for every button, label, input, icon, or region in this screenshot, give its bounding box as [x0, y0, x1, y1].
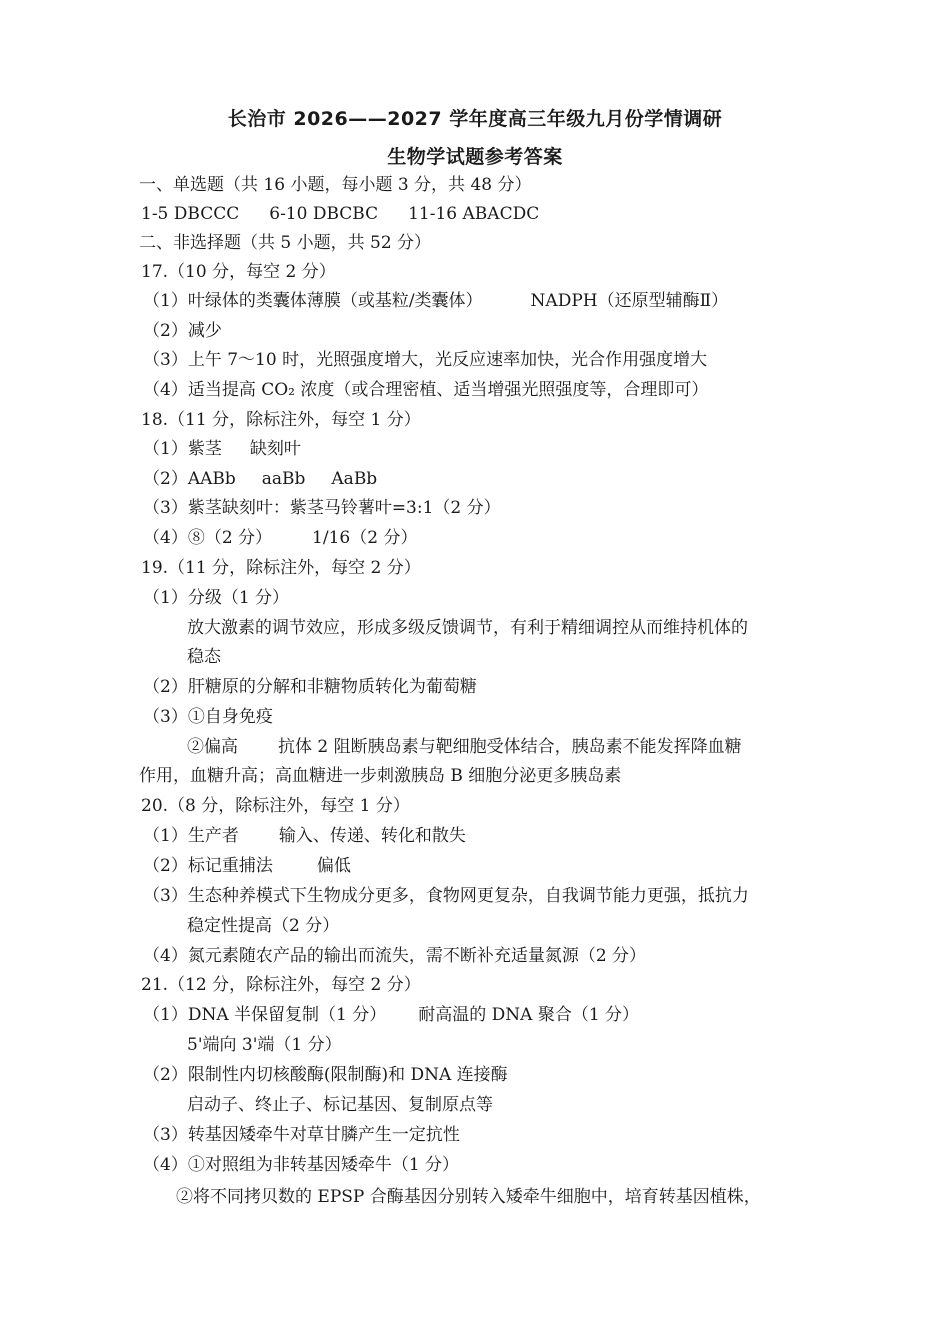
answer-text: （2）AABb [143, 469, 236, 489]
answer-text: （1）生产者 [143, 826, 239, 846]
question-20-heading: 20.（8 分，除标注外，每空 1 分） [141, 796, 410, 816]
answer-text: 抗体 2 阻断胰岛素与靶细胞受体结合，胰岛素不能发挥降血糖 [278, 737, 742, 757]
q19-answer-3-part2-cont: 作用，血糖升高；高血糖进一步刺激胰岛 B 细胞分泌更多胰岛素 [139, 766, 622, 786]
answer-text: （4）⑧（2 分） [143, 528, 273, 548]
q18-answer-3: （3）紫茎缺刻叶：紫茎马铃薯叶=3:1（2 分） [143, 498, 501, 518]
q21-answer-4-part2: ②将不同拷贝数的 EPSP 合酶基因分别转入矮牵牛细胞中，培育转基因植株， [176, 1187, 761, 1207]
section1-heading: 一、单选题（共 16 小题，每小题 3 分，共 48 分） [139, 175, 532, 195]
q20-answer-3: （3）生态种养模式下生物成分更多，食物网更复杂，自我调节能力更强，抵抗力 [143, 886, 749, 906]
q17-answer-1 [143, 290, 728, 312]
q21-answer-1-cont: 5'端向 3'端（1 分） [187, 1035, 342, 1055]
question-17-heading: 17.（10 分，每空 2 分） [141, 262, 336, 282]
q21-answer-2: （2）限制性内切核酸酶(限制酶)和 DNA 连接酶 [143, 1065, 508, 1085]
question-21-heading: 21.（12 分，除标注外，每空 2 分） [141, 975, 421, 995]
mc-answer-group: 6-10 DBCBC [269, 204, 379, 224]
answer-text: aaBb [261, 469, 306, 489]
q19-answer-3-part2 [187, 736, 742, 758]
q21-answer-4: （4）①对照组为非转基因矮牵牛（1 分） [143, 1155, 460, 1175]
answer-text: 1/16（2 分） [312, 528, 418, 548]
q21-answer-2-cont: 启动子、终止子、标记基因、复制原点等 [187, 1095, 493, 1115]
q21-answer-1 [143, 1004, 639, 1026]
answer-text: （1）紫茎 [143, 439, 222, 459]
q20-answer-4: （4）氮元素随农产品的输出而流失，需不断补充适量氮源（2 分） [143, 946, 647, 966]
q17-answer-4: （4）适当提高 CO₂ 浓度（或合理密植、适当增强光照强度等，合理即可） [143, 380, 709, 400]
q19-answer-1-explanation: 放大激素的调节效应，形成多级反馈调节，有利于精细调控从而维持机体的 [187, 618, 748, 638]
answer-text: （2）标记重捕法 [143, 856, 273, 876]
answer-text: 偏低 [316, 856, 351, 876]
answer-text: ②偏高 [187, 737, 238, 757]
mc-answer-group: 11-16 ABACDC [408, 204, 540, 224]
question-19-heading: 19.（11 分，除标注外，每空 2 分） [141, 558, 421, 578]
q20-answer-1 [143, 825, 466, 847]
q19-answer-2: （2）肝糖原的分解和非糖物质转化为葡萄糖 [143, 677, 477, 697]
answer-text: 缺刻叶 [249, 439, 301, 459]
q18-answer-4 [143, 527, 417, 549]
q17-answer-2: （2）减少 [143, 321, 222, 341]
q19-answer-3: （3）①自身免疫 [143, 707, 273, 727]
mc-answers-row [141, 203, 539, 225]
document-subtitle: 生物学试题参考答案 [387, 146, 563, 168]
answer-text: （1）叶绿体的类囊体薄膜（或基粒/类囊体） [143, 291, 483, 311]
question-18-heading: 18.（11 分，除标注外，每空 1 分） [141, 410, 421, 430]
q18-answer-1 [143, 438, 301, 460]
q20-answer-2 [143, 855, 351, 877]
q19-answer-1: （1）分级（1 分） [143, 588, 290, 608]
mc-answer-group: 1-5 DBCCC [141, 204, 240, 224]
section2-heading: 二、非选择题（共 5 小题，共 52 分） [139, 233, 432, 253]
answer-text: NADPH（还原型辅酶Ⅱ） [530, 291, 729, 311]
q19-answer-1-explanation-cont: 稳态 [187, 647, 221, 667]
answer-text: 输入、传递、转化和散失 [278, 826, 466, 846]
document-title: 长治市 2026——2027 学年度高三年级九月份学情调研 [227, 108, 723, 130]
q20-answer-3-cont: 稳定性提高（2 分） [187, 916, 340, 936]
q21-answer-3: （3）转基因矮牵牛对草甘膦产生一定抗性 [143, 1125, 460, 1145]
answer-text: AaBb [331, 469, 378, 489]
answer-text: （1）DNA 半保留复制（1 分） [143, 1005, 387, 1025]
q18-answer-2 [143, 468, 377, 490]
answer-text: 耐高温的 DNA 聚合（1 分） [418, 1005, 640, 1025]
q17-answer-3: （3）上午 7～10 时，光照强度增大，光反应速率加快，光合作用强度增大 [143, 350, 708, 370]
